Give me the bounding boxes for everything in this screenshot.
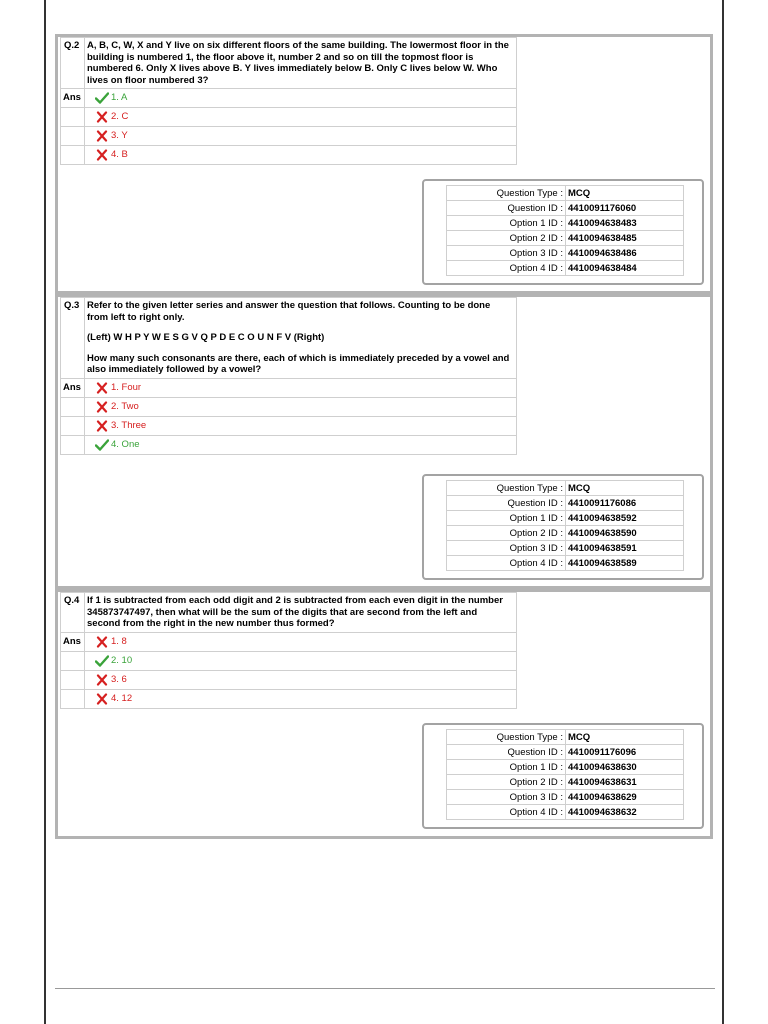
meta-value-option4-id: 4410094638589 [566, 556, 684, 571]
meta-label-question-type: Question Type : [447, 730, 566, 745]
meta-value-option2-id: 4410094638590 [566, 526, 684, 541]
cross-icon [95, 111, 109, 123]
meta-value-question-type: MCQ [566, 186, 684, 201]
meta-label-option4-id: Option 4 ID : [447, 556, 566, 571]
page-border-left [44, 0, 46, 1024]
question-paragraph: A, B, C, W, X and Y live on six different floors of the same building. The lowermost floor in the building is numbered 1, the floor above it, number 2 and so on till the topmost floor is numbered 6. Only X lives above B. Y lives immediately below B. Only C lives below W. Who lives on floor numbered 3? [87, 40, 509, 86]
meta-label-question-id: Question ID : [447, 201, 566, 216]
answer-spacer [61, 127, 85, 146]
option-label: 2. 10 [111, 654, 133, 666]
cross-icon [95, 636, 109, 648]
option-row-4 [85, 146, 517, 165]
answer-spacer [61, 435, 85, 454]
option-label: 4. B [111, 149, 128, 161]
cross-icon [95, 382, 109, 394]
meta-label-option4-id: Option 4 ID : [447, 805, 566, 820]
meta-value-option4-id: 4410094638632 [566, 805, 684, 820]
meta-value-question-id: 4410091176096 [566, 745, 684, 760]
option-label: 1. 8 [111, 635, 127, 647]
option-row-2 [85, 108, 517, 127]
question-paragraph: Refer to the given letter series and answer the question that follows. Counting to be done from left to right only. [87, 300, 491, 323]
question-table [60, 37, 517, 165]
cross-icon [95, 420, 109, 432]
option-row-2 [85, 397, 517, 416]
question-table [60, 297, 517, 455]
meta-label-option2-id: Option 2 ID : [447, 775, 566, 790]
question-text [85, 593, 517, 633]
answer-spacer [61, 108, 85, 127]
meta-value-option1-id: 4410094638630 [566, 760, 684, 775]
meta-label-question-type: Question Type : [447, 186, 566, 201]
meta-label-question-id: Question ID : [447, 745, 566, 760]
meta-value-question-id: 4410091176086 [566, 496, 684, 511]
meta-value-option3-id: 4410094638629 [566, 790, 684, 805]
cross-icon [95, 149, 109, 161]
meta-value-option1-id: 4410094638483 [566, 216, 684, 231]
meta-label-option3-id: Option 3 ID : [447, 541, 566, 556]
question-block-3 [55, 294, 713, 589]
question-number: Q.3 [61, 298, 85, 379]
option-row-1 [85, 632, 517, 651]
option-label: 4. 12 [111, 692, 133, 704]
option-row-4 [85, 435, 517, 454]
meta-value-option1-id: 4410094638592 [566, 511, 684, 526]
question-block-4 [55, 589, 713, 839]
meta-value-option3-id: 4410094638591 [566, 541, 684, 556]
meta-label-option2-id: Option 2 ID : [447, 231, 566, 246]
answer-label: Ans [61, 378, 85, 397]
meta-label-option1-id: Option 1 ID : [447, 216, 566, 231]
option-row-2 [85, 651, 517, 670]
meta-value-question-type: MCQ [566, 481, 684, 496]
option-label: 4. One [111, 438, 140, 450]
answer-spacer [61, 146, 85, 165]
question-table [60, 592, 517, 709]
page-border-right [722, 0, 724, 1024]
cross-icon [95, 674, 109, 686]
cross-icon [95, 130, 109, 142]
option-label: 3. Three [111, 419, 147, 431]
question-text [85, 38, 517, 89]
option-label: 3. 6 [111, 673, 127, 685]
option-label: 1. A [111, 92, 128, 104]
option-label: 1. Four [111, 381, 142, 393]
answer-spacer [61, 689, 85, 708]
option-label: 2. Two [111, 400, 139, 412]
meta-label-option4-id: Option 4 ID : [447, 261, 566, 276]
page-divider [55, 988, 715, 989]
option-row-1 [85, 378, 517, 397]
answer-spacer [61, 651, 85, 670]
meta-label-option2-id: Option 2 ID : [447, 526, 566, 541]
check-icon [95, 655, 109, 667]
option-label: 2. C [111, 111, 129, 123]
meta-label-question-type: Question Type : [447, 481, 566, 496]
option-row-3 [85, 416, 517, 435]
question-meta-box [422, 723, 704, 829]
question-text [85, 298, 517, 379]
check-icon [95, 92, 109, 104]
cross-icon [95, 693, 109, 705]
question-number: Q.2 [61, 38, 85, 89]
question-meta-box [422, 179, 704, 285]
meta-label-option3-id: Option 3 ID : [447, 246, 566, 261]
answer-spacer [61, 397, 85, 416]
cross-icon [95, 401, 109, 413]
question-paragraph: If 1 is subtracted from each odd digit and 2 is subtracted from each even digit in the number 345873747497, then what will be the sum of the digits that are second from the left and second from the right in the new number thus formed? [87, 595, 503, 629]
question-meta-table [446, 185, 684, 276]
question-meta-table [446, 729, 684, 820]
meta-value-option2-id: 4410094638485 [566, 231, 684, 246]
check-icon [95, 439, 109, 451]
meta-value-question-type: MCQ [566, 730, 684, 745]
answer-label: Ans [61, 632, 85, 651]
meta-label-option1-id: Option 1 ID : [447, 511, 566, 526]
question-meta-box [422, 474, 704, 580]
meta-value-option3-id: 4410094638486 [566, 246, 684, 261]
option-label: 3. Y [111, 130, 128, 142]
option-row-4 [85, 689, 517, 708]
question-paragraph: (Left) W H P Y W E S G V Q P D E C O U N F V (Right) [87, 332, 325, 343]
answer-spacer [61, 416, 85, 435]
meta-label-option3-id: Option 3 ID : [447, 790, 566, 805]
option-row-1 [85, 89, 517, 108]
meta-label-question-id: Question ID : [447, 496, 566, 511]
question-meta-table [446, 480, 684, 571]
option-row-3 [85, 127, 517, 146]
answer-label: Ans [61, 89, 85, 108]
meta-value-question-id: 4410091176060 [566, 201, 684, 216]
question-paragraph: How many such consonants are there, each of which is immediately preceded by a vowel and also immediately followed by a vowel? [87, 352, 510, 375]
question-block-2 [55, 34, 713, 294]
meta-value-option4-id: 4410094638484 [566, 261, 684, 276]
option-row-3 [85, 670, 517, 689]
meta-label-option1-id: Option 1 ID : [447, 760, 566, 775]
meta-value-option2-id: 4410094638631 [566, 775, 684, 790]
answer-spacer [61, 670, 85, 689]
question-number: Q.4 [61, 593, 85, 633]
